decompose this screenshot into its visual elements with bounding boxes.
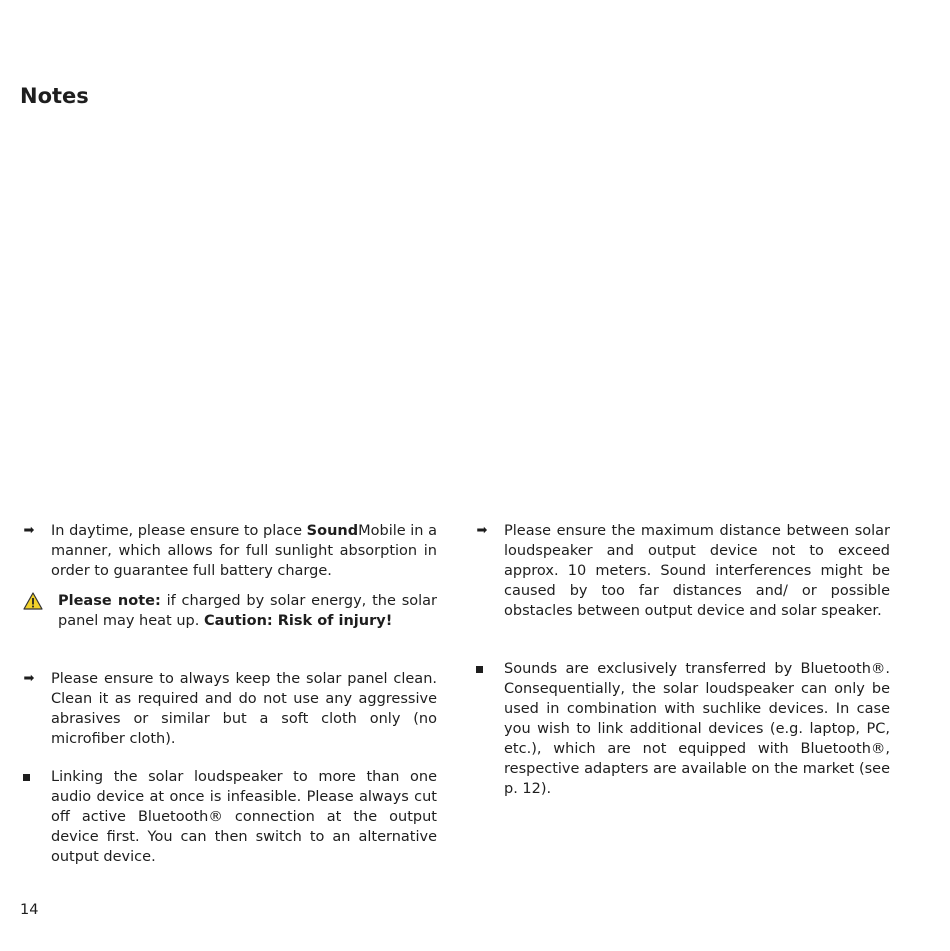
right-arrow-bullet-icon: ➡ xyxy=(23,671,35,686)
warning-note xyxy=(58,591,437,631)
square-bullet-icon xyxy=(469,659,489,679)
caution-text: Caution: Risk of injury! xyxy=(203,613,393,629)
list-item: Please ensure the maximum distance between solar loudspeaker and output device not to exceed approx. 10 meters. Sound interferences might be caused by too far distances and/ or possible obstacles between output device and solar speaker. xyxy=(504,523,890,619)
list-item: Linking the solar loudspeaker to more than one audio device at once is infeasible. Please always cut off active Bluetooth® connection at the output device first. You can then switch to an alternative output device. xyxy=(51,769,437,865)
right-arrow-bullet-icon: ➡ xyxy=(23,523,35,538)
page-title: Notes xyxy=(20,84,89,108)
list-item: Please ensure to always keep the solar panel clean. Clean it as required and do not use any aggressive abrasives or similar but a soft cloth only (no microfiber cloth). xyxy=(51,671,437,747)
item-text-end: Mobile in a manner, which allows for full sunlight absorption in order to guarantee full battery charge. xyxy=(51,523,437,579)
warning-label: Please note: xyxy=(58,593,161,609)
right-arrow-bullet-icon: ➡ xyxy=(476,523,488,538)
list-item: Sounds are exclusively transferred by Bluetooth®. Consequentially, the solar loudspeaker can only be used in combination with suchlike devices. In case you wish to link additional devices (e.g. laptop, PC, etc.), which are not equipped with Bluetooth®, respective adapters are available on the market (see p. 12). xyxy=(504,661,890,797)
warning-triangle-icon xyxy=(23,591,43,611)
page-number: 14 xyxy=(20,902,39,918)
item-text-start: In daytime, please ensure to place xyxy=(51,523,307,539)
warning-text: if charged by solar energy, the solar panel may heat up. xyxy=(58,593,437,629)
list-item xyxy=(51,521,437,581)
square-bullet-icon xyxy=(16,767,36,787)
brand-bold: Sound xyxy=(306,523,359,539)
